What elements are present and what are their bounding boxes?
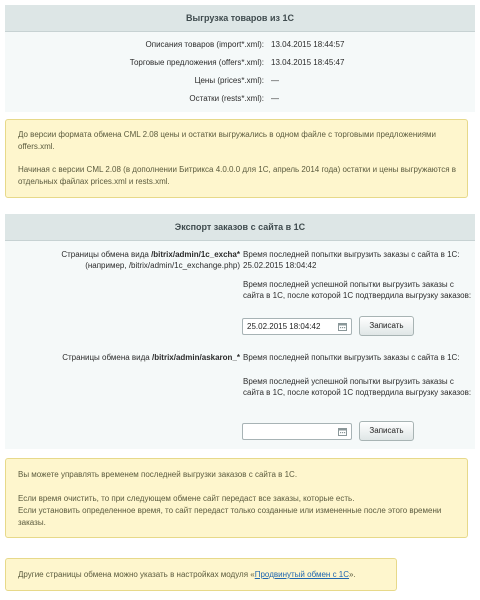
- page2-date-input[interactable]: [242, 423, 352, 440]
- orders-export-title: Экспорт заказов с сайта в 1С: [5, 214, 475, 241]
- page1-label: [61, 249, 240, 271]
- orders-note-p3: Если установить определенное время, то сайт передаст только созданные или измененные после этого времени заказы.: [18, 506, 442, 527]
- orders-note: [5, 458, 468, 538]
- footer-note: [5, 558, 397, 591]
- footer-note-end: ».: [349, 570, 356, 579]
- page2-last-success: Время последней успешной попытки выгрузить заказы с сайта в 1С, после которой 1С подтвердила выгрузку заказов:: [243, 377, 472, 397]
- page1-save-button[interactable]: Записать: [359, 316, 414, 336]
- prices-value: —: [271, 76, 279, 85]
- orders-note-p1: Вы можете управлять временем последней выгрузки заказов с сайта в 1С.: [18, 470, 298, 479]
- offers-label: Торговые предложения (offers*.xml):: [129, 58, 264, 67]
- page1-label-example: (например, /bitrix/admin/1c_exchange.php): [85, 261, 240, 270]
- page1-last-attempt: Время последней попытки выгрузить заказы с сайта в 1С: 25.02.2015 18:04:42: [243, 250, 460, 270]
- import-value: 13.04.2015 18:44:57: [271, 40, 345, 49]
- page1-last-success: Время последней успешной попытки выгрузить заказы с сайта в 1С, после которой 1С подтвердила выгрузку заказов:: [243, 280, 472, 300]
- format-note-p2: Начиная с версии CML 2.08 (в дополнении Битрикса 4.0.0.0 для 1С, апрель 2014 года) остатки и цены выгружаются в отдельных файлах prices.xml и rests.xml.: [18, 165, 457, 186]
- rests-value: —: [271, 94, 279, 103]
- import-label: Описания товаров (import*.xml):: [145, 40, 264, 49]
- prices-label: Цены (prices*.xml):: [194, 76, 264, 85]
- products-export-title: Выгрузка товаров из 1С: [5, 5, 475, 32]
- page1-date-value: 25.02.2015 18:04:42: [247, 322, 321, 331]
- page2-label-prefix: Страницы обмена вида: [62, 353, 152, 362]
- orders-note-p2: Если время очистить, то при следующем обмене сайт передаст все заказы, которые есть.: [18, 494, 355, 503]
- footer-note-text: Другие страницы обмена можно указать в настройках модуля «: [18, 570, 255, 579]
- page2-label-path: /bitrix/admin/askaron_*: [151, 353, 240, 362]
- calendar-icon[interactable]: [338, 322, 347, 331]
- rests-label: Остатки (rests*.xml):: [189, 94, 264, 103]
- page1-label-path: /bitrix/admin/1c_excha*: [151, 250, 240, 259]
- calendar-icon[interactable]: [338, 427, 347, 436]
- format-note: [5, 119, 468, 198]
- page1-label-prefix: Страницы обмена вида: [61, 250, 152, 259]
- offers-value: 13.04.2015 18:45:47: [271, 58, 345, 67]
- page2-save-button[interactable]: Записать: [359, 421, 414, 441]
- page2-last-attempt: Время последней попытки выгрузить заказы с сайта в 1С:: [243, 353, 460, 362]
- page2-label: [62, 352, 240, 363]
- advanced-exchange-link[interactable]: Продвинутый обмен с 1С: [254, 570, 350, 579]
- page1-date-input[interactable]: [242, 318, 352, 335]
- format-note-p1: До версии формата обмена CML 2.08 цены и остатки выгружались в одном файле с торговыми предложениями offers.xml.: [18, 130, 437, 151]
